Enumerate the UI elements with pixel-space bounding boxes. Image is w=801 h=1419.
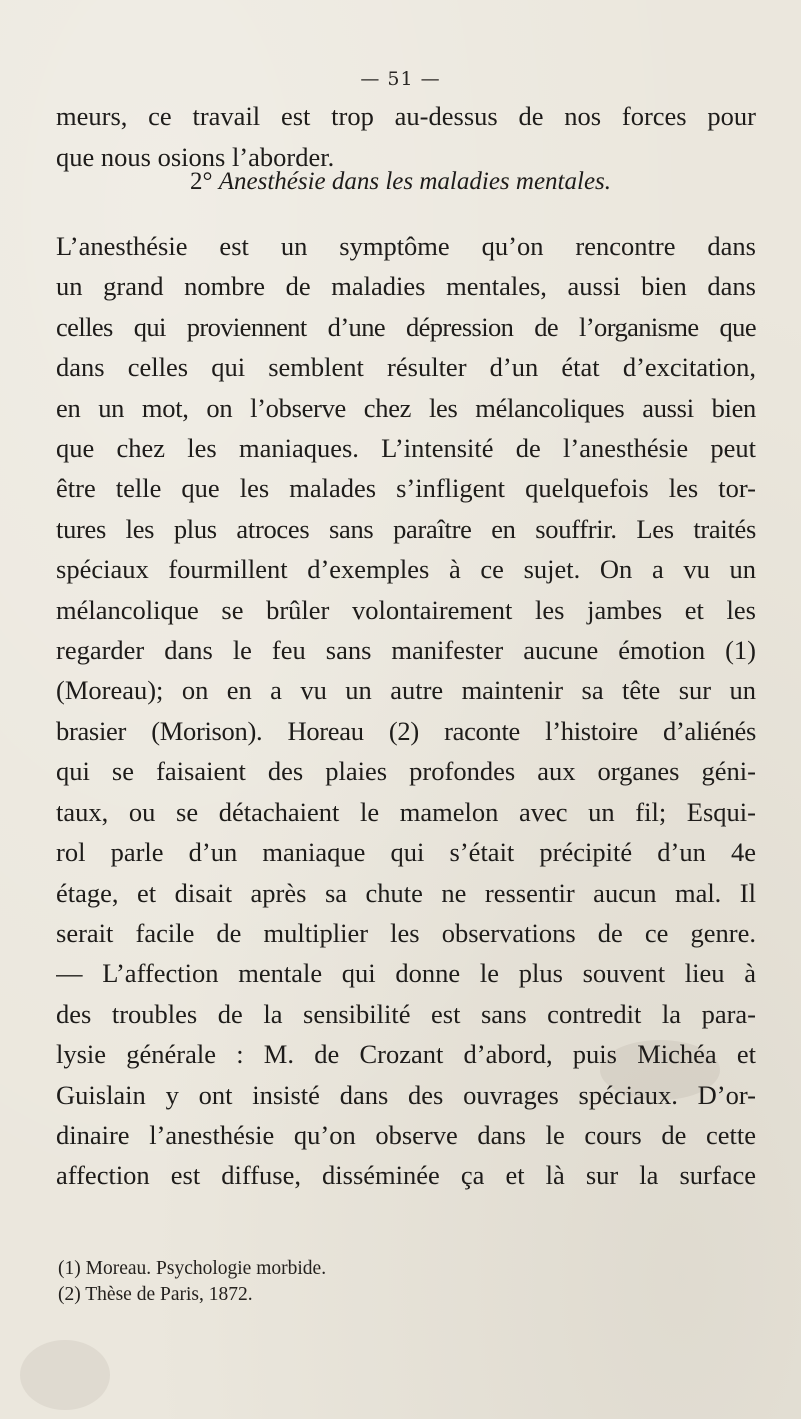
- text-line: un grand nombre de maladies mentales, aussi bien dans: [56, 271, 756, 302]
- text-line: étage, et disait après sa chute ne ressentir aucun mal. Il: [56, 877, 756, 908]
- text-line: spéciaux fourmillent d’exemples à ce sujet. On a vu un: [56, 554, 756, 585]
- page-number: — 51 —: [360, 68, 441, 90]
- footnote: (2) Thèse de Paris, 1872.: [58, 1284, 253, 1305]
- text-line: tures les plus atroces sans paraître en souffrir. Les traités: [56, 513, 756, 544]
- text-line: meurs, ce travail est trop au-dessus de nos forces pour: [56, 101, 756, 131]
- text-line: que nous osions l’aborder.: [56, 141, 335, 172]
- text-line: que chez les maniaques. L’intensité de l’anesthésie peut: [56, 433, 756, 464]
- text-line: Guislain y ont insisté dans des ouvrages spéciaux. D’or-: [56, 1079, 756, 1110]
- text-line: celles qui proviennent d’une dépression de l’organisme que: [56, 311, 756, 342]
- body-paragraph: [56, 226, 756, 1196]
- text-line: affection est diffuse, disséminée ça et là sur la surface: [56, 1160, 756, 1191]
- text-line: rol parle d’un maniaque qui s’était précipité d’un 4e: [56, 837, 756, 868]
- text-line: L’anesthésie est un symptôme qu’on rencontre dans: [56, 231, 756, 261]
- footnotes: [58, 1256, 758, 1308]
- text-line: taux, ou se détachaient le mamelon avec un fil; Esqui-: [56, 796, 756, 827]
- text-line: qui se faisaient des plaies profondes aux organes géni-: [56, 756, 756, 787]
- section-number: 2°: [189, 168, 213, 195]
- section-title: Anesthésie dans les maladies mentales.: [218, 168, 612, 195]
- text-line: dans celles qui semblent résulter d’un état d’excitation,: [56, 352, 756, 383]
- text-line: regarder dans le feu sans manifester aucune émotion (1): [56, 635, 756, 666]
- footnote: (1) Moreau. Psychologie morbide.: [58, 1258, 327, 1279]
- text-line: brasier (Morison). Horeau (2) raconte l’histoire d’aliénés: [56, 715, 756, 746]
- text-line: lysie générale : M. de Crozant d’abord, puis Michéa et: [56, 1039, 756, 1070]
- text-line: être telle que les malades s’infligent quelquefois les tor-: [56, 473, 756, 504]
- text-line: des troubles de la sensibilité est sans contredit la para-: [56, 998, 756, 1029]
- text-line: en un mot, on l’observe chez les mélancoliques aussi bien: [56, 392, 756, 423]
- text-line: serait facile de multiplier les observations de ce genre.: [56, 917, 756, 948]
- text-line: mélancolique se brûler volontairement les jambes et les: [56, 594, 756, 625]
- text-line: (Moreau); on en a vu un autre maintenir sa tête sur un: [56, 675, 756, 706]
- section-heading: [0, 162, 801, 202]
- text-line: dinaire l’anesthésie qu’on observe dans le cours de cette: [56, 1119, 756, 1150]
- paper-stain: [20, 1340, 110, 1410]
- text-line: — L’affection mentale qui donne le plus souvent lieu à: [56, 958, 756, 989]
